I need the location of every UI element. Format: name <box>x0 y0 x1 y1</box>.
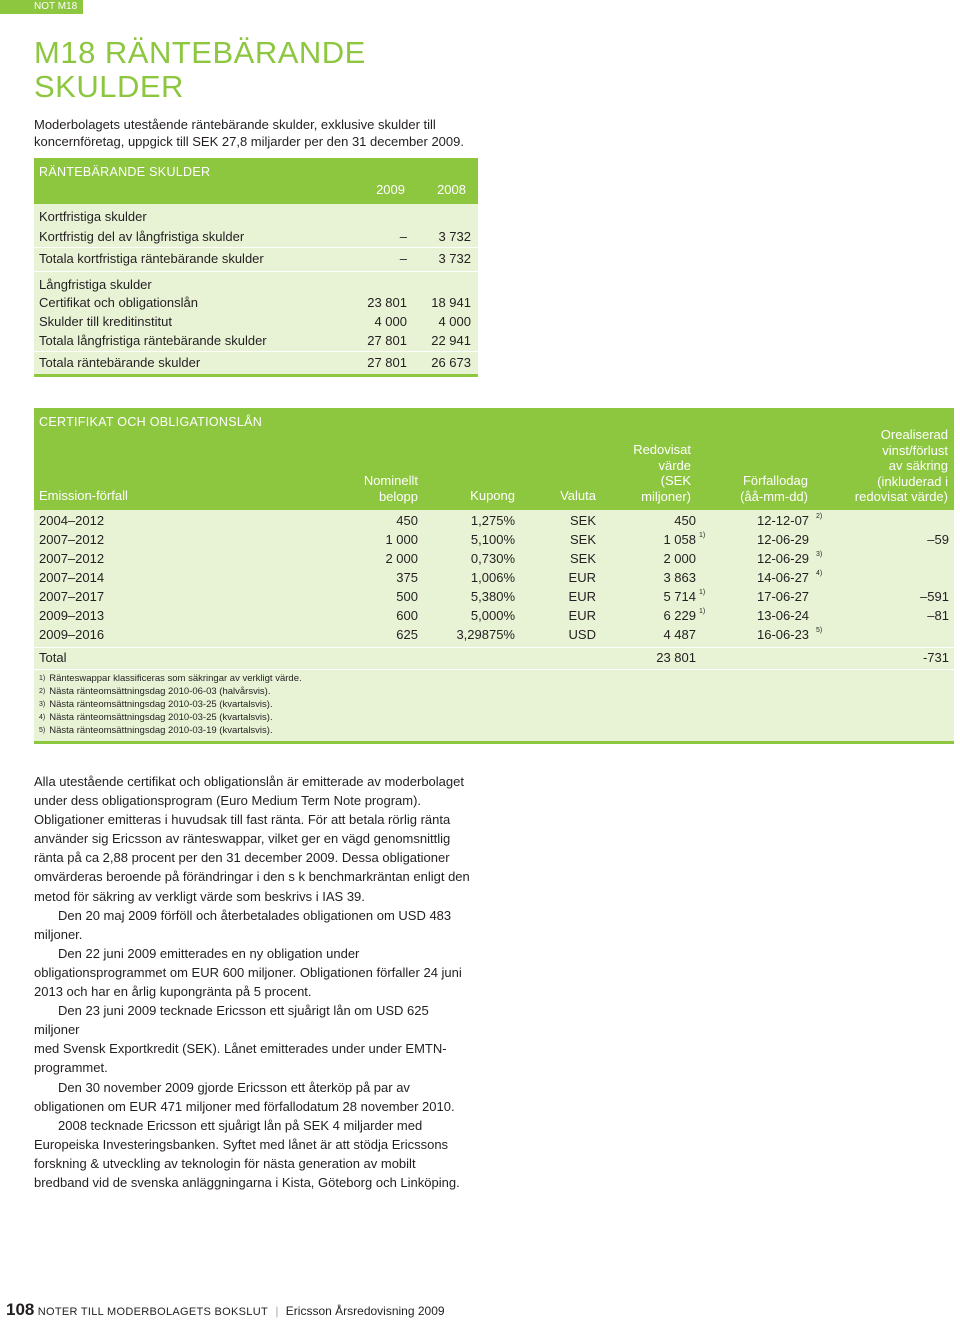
footnote-mark: 3) <box>39 701 46 708</box>
table1-row-label: Totala räntebärande skulder <box>39 355 201 370</box>
header-unreal-5: redovisat värde) <box>854 489 948 504</box>
table-row <box>39 550 949 568</box>
bond-due-date: 14-06-27 <box>757 570 810 585</box>
footnote <box>39 685 271 698</box>
body-line: under dess obligationsprogram (Euro Medium Term Note program). <box>34 793 422 809</box>
header-unreal-1: Orealiserad <box>880 427 948 442</box>
table1-row <box>39 228 471 246</box>
table-row <box>39 569 949 587</box>
page-number: 108 <box>6 1300 35 1319</box>
footnote <box>39 724 273 737</box>
body-line: obligationsprogrammet om EUR 600 miljoner. Obligationen förfaller 24 juni <box>34 964 462 980</box>
header-book-4: miljoner) <box>641 488 691 504</box>
body-line: 2008 tecknade Ericsson ett sjuårigt lån på SEK 4 miljarder med <box>58 1117 423 1133</box>
body-line: Alla utestående certifikat och obligationslån är emitterade av moderbolaget <box>34 774 464 789</box>
bond-nominal: 2 000 <box>385 551 418 566</box>
body-paragraph <box>34 1116 474 1192</box>
body-line: omvärderas beroende på förändringar i den s k benchmarkräntan enligt den <box>34 869 470 885</box>
bond-coupon: 1,275% <box>470 513 515 528</box>
body-line: Obligationer emitteras i huvudsak till fast ränta. För att betala rörlig ränta <box>34 812 451 828</box>
bond-book-value: 3 863 <box>663 570 696 585</box>
body-line: Den 20 maj 2009 förföll och återbetalades obligationen om USD 483 <box>58 907 452 923</box>
note-tag: NOT M18 <box>0 0 83 14</box>
bond-currency: EUR <box>568 589 596 604</box>
header-due-1: Förfallodag <box>742 473 808 488</box>
footnote-mark: 1) <box>39 675 46 682</box>
bond-period: 2004–2012 <box>39 513 105 528</box>
table1-value-2008: 3 732 <box>438 229 471 244</box>
table1-value-2009: – <box>399 229 407 244</box>
bond-nominal: 600 <box>396 608 418 623</box>
title-line-2: SKULDER <box>34 69 184 104</box>
table1-row <box>39 250 471 268</box>
bond-currency: EUR <box>568 570 596 585</box>
bond-nominal: 450 <box>396 513 418 528</box>
body-line: forskning & utveckling av teknologin för nästa generation av mobilt <box>34 1155 416 1171</box>
body-line: bredband vid de svenska anläggningarna i Kista, Göteborg och Linköping. <box>34 1174 460 1190</box>
bond-period: 2007–2017 <box>39 589 105 604</box>
footnote <box>39 711 273 724</box>
body-line: Den 22 juni 2009 emitterades en ny obligation under <box>58 945 360 961</box>
total-row <box>39 649 949 667</box>
table1-value-2008: 22 941 <box>431 333 471 348</box>
title-line-1: M18 RÄNTEBÄRANDE <box>34 35 366 70</box>
bond-period: 2009–2013 <box>39 608 105 623</box>
body-line: programmet. <box>34 1060 108 1076</box>
header-unreal-3: av säkring <box>888 458 948 473</box>
footer-divider: | <box>275 1304 279 1318</box>
book-footnote-mark: 1) <box>699 589 706 596</box>
bond-currency: SEK <box>569 551 596 566</box>
table1-value-2008: 4 000 <box>438 314 471 329</box>
intro-text <box>34 116 464 150</box>
header-nominal-2: belopp <box>378 488 418 504</box>
bond-currency: EUR <box>568 608 596 623</box>
bond-book-value: 1 058 <box>663 532 696 547</box>
header-book-2: värde <box>658 457 691 473</box>
table1-value-2008: 3 732 <box>438 251 471 266</box>
bond-period: 2007–2012 <box>39 551 105 566</box>
table1-row-label: Långfristiga skulder <box>39 277 152 292</box>
table1-row-label: Kortfristig del av långfristiga skulder <box>39 229 245 244</box>
table1-row <box>39 313 471 331</box>
bond-period: 2007–2012 <box>39 532 105 547</box>
body-paragraph <box>34 772 474 906</box>
bond-book-value: 450 <box>674 513 696 528</box>
bond-period: 2009–2016 <box>39 627 105 642</box>
bond-nominal: 1 000 <box>385 532 418 547</box>
footnote-mark: 4) <box>39 714 46 721</box>
table1-value-2009: – <box>399 251 407 266</box>
bond-book-value: 2 000 <box>663 551 696 566</box>
bond-due-date: 13-06-24 <box>757 608 810 623</box>
table1-col-2009: 2009 <box>376 182 405 197</box>
bond-coupon: 5,100% <box>470 532 515 547</box>
table-row <box>39 531 949 549</box>
body-line: miljoner. <box>34 926 83 942</box>
page-title <box>34 36 366 104</box>
footnote-separator <box>34 669 954 670</box>
table1-value-2009: 4 000 <box>374 314 407 329</box>
footnote-text: Nästa ränteomsättningsdag 2010-03-25 (kvartalsvis). <box>49 699 273 710</box>
footer-report: Ericsson Årsredovisning 2009 <box>285 1304 445 1318</box>
table1-row-label: Totala kortfristiga räntebärande skulder <box>39 251 264 266</box>
bond-unrealized: –591 <box>920 589 949 604</box>
header-currency: Valuta <box>560 488 596 503</box>
footnote-text: Ränteswappar klassificeras som säkringar av verkligt värde. <box>49 673 302 684</box>
bond-due-date: 12-06-29 <box>757 551 810 566</box>
table-row <box>39 512 949 530</box>
header-nominal <box>334 473 418 504</box>
footnote <box>39 672 302 685</box>
table1-separator <box>34 351 478 352</box>
bond-book-value: 5 714 <box>663 589 696 604</box>
total-label: Total <box>39 650 67 665</box>
bond-book-value: 6 229 <box>663 608 696 623</box>
bond-due-date: 17-06-27 <box>757 589 810 604</box>
bond-period: 2007–2014 <box>39 570 105 585</box>
body-line: med Svensk Exportkredit (SEK). Lånet emitterades under under EMTN- <box>34 1041 447 1057</box>
table1-row <box>39 276 471 294</box>
bond-due-date: 12-06-29 <box>757 532 810 547</box>
body-line: ränta på ca 2,88 procent per den 31 december 2009. Dessa obligationer <box>34 850 450 866</box>
page-footer <box>0 1300 445 1319</box>
header-unreal-2: vinst/förlust <box>882 442 948 458</box>
due-footnote-mark: 5) <box>816 627 823 634</box>
table1-value-2009: 27 801 <box>367 355 407 370</box>
table1-row-label: Totala långfristiga räntebärande skulder <box>39 333 267 348</box>
table1-row <box>39 294 471 312</box>
book-footnote-mark: 1) <box>699 532 706 539</box>
certificates-bonds-table <box>34 408 954 744</box>
intro-line-2: koncernföretag, uppgick till SEK 27,8 miljarder per den 31 december 2009. <box>34 134 464 149</box>
header-book-3: (SEK <box>660 473 691 488</box>
bond-coupon: 5,000% <box>470 608 515 623</box>
interest-bearing-liabilities-table <box>34 158 478 377</box>
footnote-text: Nästa ränteomsättningsdag 2010-03-25 (kvartalsvis). <box>49 712 273 723</box>
book-footnote-mark: 1) <box>699 608 706 615</box>
footnote <box>39 698 273 711</box>
header-unreal-4: (inkluderad i <box>877 473 948 489</box>
bond-coupon: 1,006% <box>470 570 515 585</box>
table1-value-2009: 27 801 <box>367 333 407 348</box>
intro-line-1: Moderbolagets utestående räntebärande skulder, exklusive skulder till <box>34 117 436 132</box>
bond-due-date: 16-06-23 <box>757 627 810 642</box>
header-due-2: (åå-mm-dd) <box>740 488 808 504</box>
body-line: Den 23 juni 2009 tecknade Ericsson ett sjuårigt lån om USD 625 miljoner <box>34 1003 429 1038</box>
table1-row-label: Certifikat och obligationslån <box>39 295 198 310</box>
table1-row <box>39 332 471 350</box>
header-book-1: Redovisat <box>633 442 691 457</box>
header-issuer: Emission-förfall <box>39 488 128 503</box>
bond-unrealized: –59 <box>927 532 949 547</box>
bond-unrealized: –81 <box>927 608 949 623</box>
body-line: använder sig Ericsson av ränteswappar, vilket ger en vägd genomsnittlig <box>34 831 451 847</box>
footnote-mark: 2) <box>39 688 46 695</box>
table-row <box>39 588 949 606</box>
due-footnote-mark: 2) <box>816 513 823 520</box>
table1-separator <box>34 271 478 272</box>
table1-value-2008: 18 941 <box>431 295 471 310</box>
total-book-value: 23 801 <box>656 650 696 665</box>
body-paragraph <box>34 906 474 944</box>
body-paragraph <box>34 1078 474 1116</box>
table1-separator <box>34 247 478 248</box>
total-separator <box>34 647 954 648</box>
bond-coupon: 3,29875% <box>456 627 515 642</box>
body-line: 2013 och har en årlig kupongränta på 5 procent. <box>34 984 312 1000</box>
header-coupon: Kupong <box>470 488 515 503</box>
body-line: metod för säkring av verkligt värde som beskrivs i IAS 39. <box>34 888 365 904</box>
due-footnote-mark: 4) <box>816 570 823 577</box>
bond-coupon: 0,730% <box>470 551 515 566</box>
table2-title: CERTIFIKAT OCH OBLIGATIONSLÅN <box>39 415 263 429</box>
table1-col-2008: 2008 <box>437 182 466 197</box>
header-book-value <box>604 442 691 504</box>
footnote-text: Nästa ränteomsättningsdag 2010-06-03 (halvårsvis). <box>49 686 271 697</box>
footnote-text: Nästa ränteomsättningsdag 2010-03-19 (kvartalsvis). <box>49 725 273 736</box>
body-text <box>34 772 474 1192</box>
body-paragraph <box>34 1001 474 1077</box>
header-unrealized <box>824 427 948 505</box>
bond-due-date: 12-12-07 <box>757 513 810 528</box>
bond-currency: SEK <box>569 532 596 547</box>
due-footnote-mark: 3) <box>816 551 823 558</box>
bond-coupon: 5,380% <box>470 589 515 604</box>
bond-book-value: 4 487 <box>663 627 696 642</box>
footnote-mark: 5) <box>39 727 46 734</box>
body-line: Europeiska Investeringsbanken. Syftet med lånet är att stödja Ericssons <box>34 1136 449 1152</box>
table1-row <box>39 208 471 226</box>
bond-currency: USD <box>568 627 596 642</box>
footer-section: NOTER TILL MODERBOLAGETS BOKSLUT <box>37 1306 268 1318</box>
table1-row-label: Kortfristiga skulder <box>39 209 147 224</box>
bond-nominal: 375 <box>396 570 418 585</box>
table1-row <box>39 354 471 372</box>
bond-nominal: 500 <box>396 589 418 604</box>
total-unrealized: -731 <box>922 650 949 665</box>
bond-nominal: 625 <box>396 627 418 642</box>
table-row <box>39 607 949 625</box>
table-row <box>39 626 949 644</box>
body-paragraph <box>34 944 474 1001</box>
body-line: obligationen om EUR 471 miljoner med förfallodatum 28 november 2010. <box>34 1098 455 1114</box>
body-line: Den 30 november 2009 gjorde Ericsson ett återköp på par av <box>58 1079 410 1095</box>
header-due-date <box>714 473 808 504</box>
table1-title: RÄNTEBÄRANDE SKULDER <box>39 165 211 179</box>
table1-value-2008: 26 673 <box>431 355 471 370</box>
bond-currency: SEK <box>569 513 596 528</box>
table1-value-2009: 23 801 <box>367 295 407 310</box>
header-nominal-1: Nominellt <box>363 473 418 488</box>
table1-row-label: Skulder till kreditinstitut <box>39 314 172 329</box>
